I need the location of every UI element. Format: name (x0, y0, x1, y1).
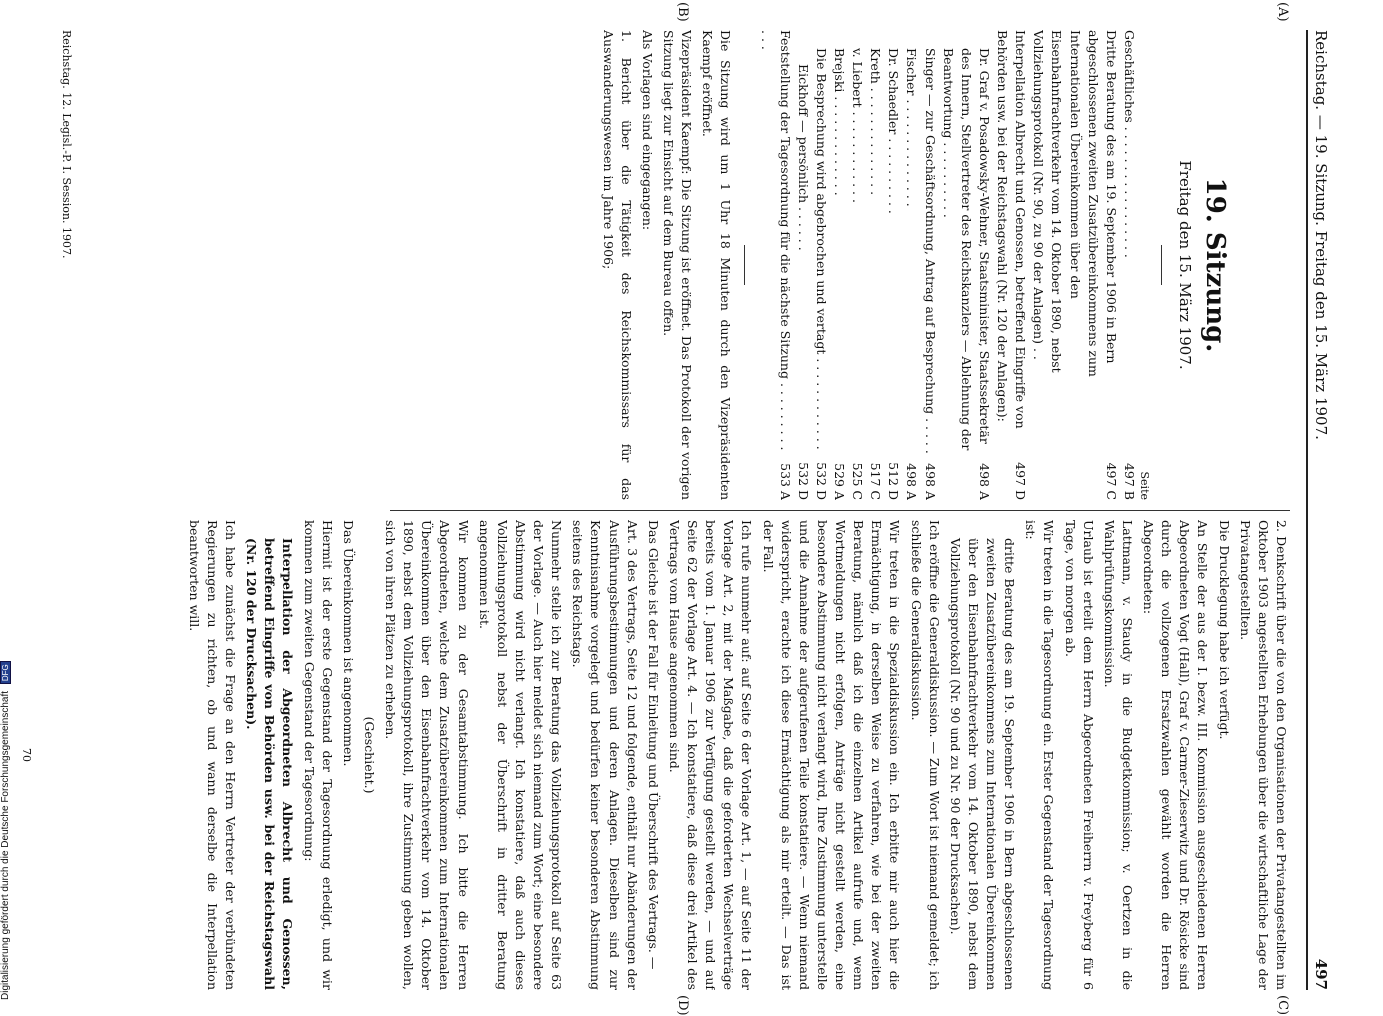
title-rule (1161, 245, 1162, 285)
body-paragraph: Als Vorlagen sind eingegangen: (639, 30, 655, 231)
toc-row: Geschäftliches . . . . . . . . . . . . . . . . . 497 B (1122, 30, 1137, 500)
body-paragraph: 1. Bericht über die Tätigkeit des Reichskommissars für das Auswanderungswesen im Jahre 1906; (600, 30, 634, 500)
body-paragraph: Urlaub ist erteilt dem Herrn Abgeordneten Freiherrn v. Freyberg für 6 Tage, von morgen ab. (1062, 520, 1096, 990)
credit-text: Digitalisierung gefördert durch die Deutsche Forschungsgemeinschaft (0, 690, 11, 1000)
column-divider (390, 510, 1290, 511)
section-rule (744, 245, 745, 285)
body-paragraph: Wir treten in die Tagesordnung ein. Erster Gegenstand der Tagesordnung ist: (1023, 520, 1057, 990)
margin-letter-b: (B) (675, 2, 690, 22)
digitization-credit (0, 600, 11, 1000)
col-b-footer: 70 (20, 748, 33, 762)
body-paragraph: Ich eröffne die Generaldiskussion. — Zum Wort ist niemand gemeldet; ich schließe die Generaldiskussion. (908, 520, 942, 990)
toc-row: Kreth . . . . . . . . . . . . . . 517 C (868, 48, 884, 500)
body-paragraph: Nunmehr stelle ich zur Beratung das Vollziehungsprotokoll auf Seite 63 der Vorlage. — Auch hier meldet sich niemand zum Wort; eine besondere Abstimmung wird nicht verlangt. Ich konstatiere, daß auch dieses Vollziehungsprotokoll nebst der Überschrift in dritter Beratung angenommen ist. (476, 520, 565, 990)
body-paragraph: Wir treten in die Spezialdiskussion ein. Ich erbitte mir auch hier die Ermächtigung, in derselben Weise zu verfahren, wie bei der zweiten Beratung, nämlich daß ich die einzelnen Artikel aufrufe und, wenn Wortmeldungen nicht erfolgen, Anträge nicht gestellt werden, eine besondere Abstimmung nicht verlangt wird, Ihre Zustimmung unterstelle und die Annahme der aufgerufenen Teile konstatiere. — Wenn niemand widerspricht, erachte ich diese Ermächtigung als mir erteilt. — Das ist der Fall. (760, 520, 903, 990)
page-number: 497 (1312, 958, 1330, 990)
toc-row: Feststellung der Tagesordnung für die nächste Sitzung . . . . . . . . . . . . 533 A (759, 30, 793, 500)
body-paragraph: Die Drucklegung habe ich verfügt. (1216, 520, 1232, 740)
body-paragraph: An Stelle der aus der I. bezw. III. Kommission ausgeschiedenen Herren Abgeordneten Vogt (Hall), Graf v. Carmer-Zieserwitz und Dr. Rösicke sind durch die vollzogenen Ersatzwahlen gewählt worden die Herren Abgeordneten: (1141, 520, 1211, 990)
margin-letter-a: (A) (1275, 2, 1290, 22)
body-paragraph: Lattmann, v. Staudy in die Budgetkommission; v. Oertzen in die Wahlprüfungskommission. (1101, 520, 1135, 990)
body-paragraph: dritte Beratung des am 19. September 1906 in Bern abgeschlossenen zweiten Zusatzübereinkommens zum Internationalen Übereinkommen über den Eisenbahnfrachtverkehr vom 14. Oktober 1890, nebst dem Vollziehungsprotokoll (Nr. 90 und zu Nr. 90 der Drucksachen). (947, 538, 1018, 990)
session-title: 19. Sitzung. (1200, 177, 1230, 353)
toc-row: Eickhoff — persönlich . . . . . . 532 D (795, 64, 811, 500)
body-paragraph: Interpellation der Abgeordneten Albrecht und Genossen, betreffend Eingriffe von Behörden usw. bei der Reichstagswahl (Nr. 120 der Drucksachen). (244, 538, 296, 990)
body-paragraph: Wir kommen zu der Gesamtabstimmung. Ich bitte die Herren Abgeordneten, welche dem Zusatzübereinkommen zum Internationalen Übereinkommen über den Eisenbahnfrachtverkehr vom 14. Oktober 1890, nebst dem Vollziehungsprotokoll, ihre Zustimmung geben wollen, sich von ihren Plätzen zu erheben. (383, 520, 471, 990)
toc-row: Singer — zur Geschäftsordnung, Antrag auf Besprechung . . . . . 498 A (922, 48, 938, 500)
toc-row: Interpellation Albrecht und Genossen, betreffend Eingriffe von Behörden usw. bei der Reichstagswahl (Nr. 120 der Anlagen): 497 D (995, 30, 1029, 500)
toc-row: v. Liebert . . . . . . . . . . . . 525 C (850, 48, 866, 500)
session-date: Freitag den 15. März 1907. (1176, 160, 1194, 370)
seite-label: Seite (1138, 471, 1151, 500)
body-paragraph: (Geschieht.) (362, 716, 377, 794)
body-paragraph: Hiermit ist der erste Gegenstand der Tagesordnung erledigt, und wir kommen zum zweiten Gegenstand der Tagesordnung: (301, 520, 335, 990)
body-paragraph: Ich rufe nunmehr auf: auf Seite 6 der Vorlage Art. 1, — auf Seite 11 der Vorlage Art. 2, mit der Maßgabe, daß die geforderten Wechselverträge bereits vom 1. Januar 1906 zur Verfügung gestellt werden, — und auf Seite 62 der Vorlage Art. 4. — Ich konstatiere, daß diese drei Artikel des Vertrags vom Hause angenommen sind. (667, 520, 755, 990)
body-paragraph: Art. 3 des Vertrags, Seite 12 und folgende, enthält nur Abänderungen der Ausführungsbestimmungen und deren Anlagen. Dieselben sind zur Kenntnisnahme vorgelegt und bedürfen keiner besonderen Abstimmung seitens des Reichstags. (570, 520, 640, 990)
toc-row: Fischer . . . . . . . . . . . . . . 498 A (904, 48, 920, 500)
table-of-contents (757, 30, 1138, 500)
body-paragraph: Das Übereinkommen ist angenommen. (340, 520, 356, 767)
margin-letter-d: (D) (675, 995, 690, 1016)
body-paragraph: Ich habe zunächst die Frage an den Herrn Vertreter der verbündeten Regierungen zu richten, ob und wann derselbe die Interpellation beantworten will. (186, 520, 239, 990)
col-a-footer: Reichstag. 12. Legisl.-P. I. Session. 1907. (60, 30, 73, 259)
page-header (1306, 30, 1330, 990)
document-page (20, 2, 1330, 1016)
body-paragraph: Das Gleiche ist der Fall für Einleitung und Überschrift des Vertrags. — (645, 520, 661, 970)
toc-row: Dritte Beratung des am 19. September 1906 in Bern abgeschlossenen zweiten Zusatzübereinkommens zum Internationalen Übereinkommen über den Eisenbahnfrachtverkehr vom 14. Oktober 1890, nebst Vollziehungsprotokoll (Nr. 90, zu 90 der Anlagen) . . 497 C (1031, 30, 1119, 500)
body-paragraph: Die Sitzung wird um 1 Uhr 18 Minuten durch den Vizepräsidenten Kaempf eröffnet. (700, 30, 734, 500)
running-header: Reichstag. — 19. Sitzung. Freitag den 15. März 1907. (1312, 30, 1330, 440)
right-column (60, 520, 1290, 990)
body-paragraph: Vizepräsident Kaempf: Die Sitzung ist eröffnet. Das Protokoll der vorigen Sitzung liegt zur Einsicht auf dem Bureau offen. (661, 30, 695, 500)
toc-row: Dr. Schaedler . . . . . . . . . . 512 D (886, 48, 902, 500)
toc-row: Brejski . . . . . . . . . . . . . 529 A (832, 48, 847, 500)
body-paragraph: 2. Denkschrift über die von den Organisationen der Privatangestellten im Oktober 1903 angestellten Erhebungen über die wirtschaftliche Lage der Privatangestellten. (1237, 520, 1289, 990)
toc-row: Dr. Graf v. Posadowsky-Wehner, Staatsminister, Staatssekretär des Innern, Stellvertreter des Reichskanzlers — Ablehnung der Beantwortung . . . . . . . . . . 498 A (940, 48, 992, 500)
dfg-logo: DFG (0, 661, 11, 684)
left-column (60, 30, 1290, 500)
toc-row: Die Besprechung wird abgebrochen und vertagt . . . . . . . . . . . . 532 D (813, 48, 829, 500)
margin-letter-c: (C) (1275, 995, 1290, 1016)
